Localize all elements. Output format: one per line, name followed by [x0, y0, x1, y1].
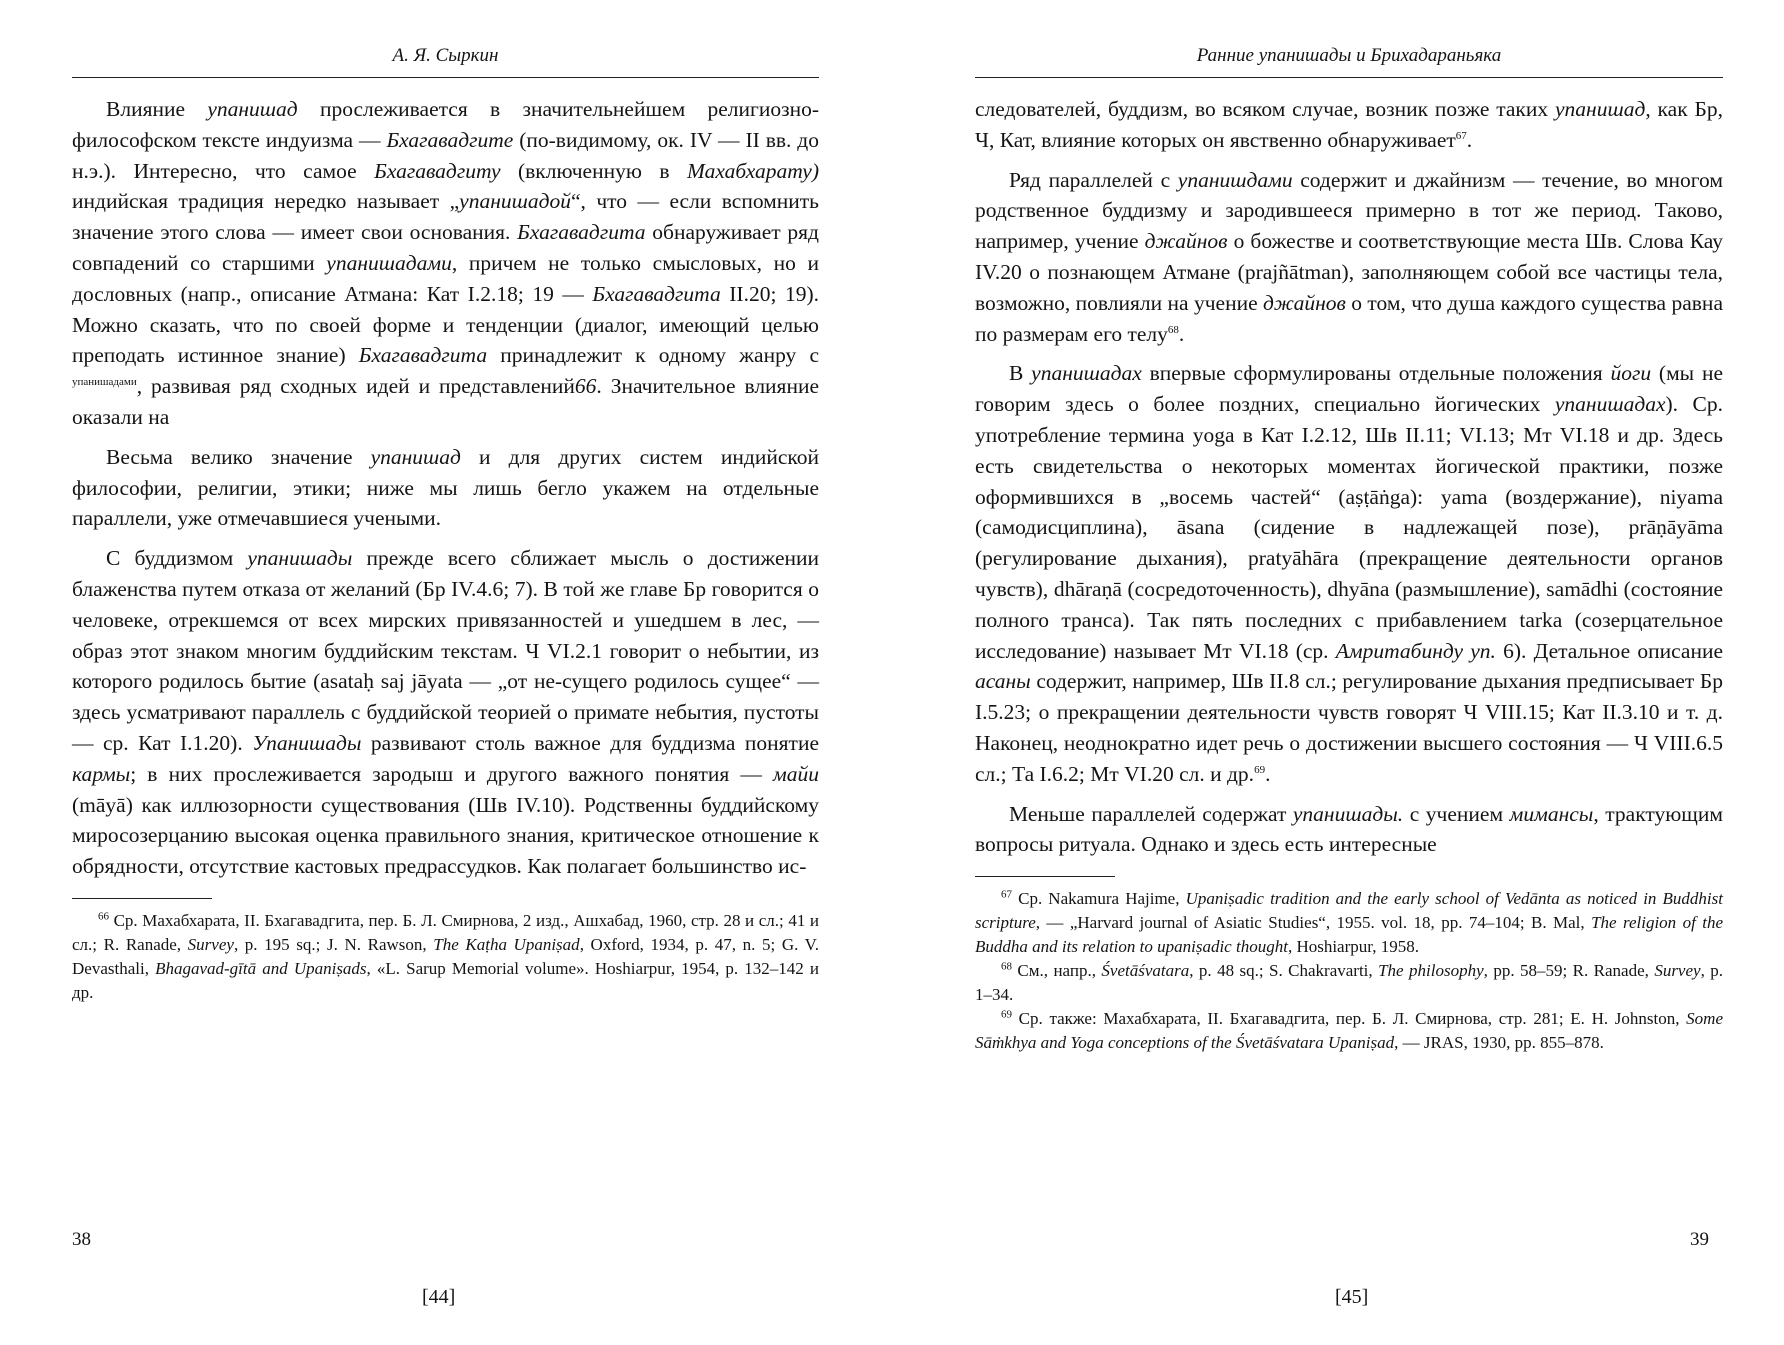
paragraph: В упанишадах впервые сформулированы отдельные положения йоги (мы не говорим здесь о более поздних, специально йогических упанишадах). Ср. употребление термина yoga в Кат I.2.12, Шв II.11; VI.13; Мт VI.18 и др. Здесь есть свидетельства о некоторых моментах йогической практики, позже оформившихся в „восемь частей“ (aṣṭāṅga): yama (воздержание), niyama (самодисциплина), āsana (сидение в надлежащей позе), prāṇāyāma (регулирование дыхания), pratyāhāra (прекращение деятельности органов чувств), dhāraṇā (сосредоточенность), dhyāna (размышление), samādhi (состояние полного транса). Так пять последних с прибавлением tarka (созерцательное исследование) называет Мт VI.18 (ср. Амритабинду уп. 6). Детальное описание асаны содержит, например, Шв II.8 сл.; регулирование дыхания предписывает Бр I.5.23; о прекращении деятельности чувств говорят Ч VIII.15; Кат II.3.10 и т. д. Наконец, неоднократно идет речь о достижении высшего состояния — Ч VIII.6.5 сл.; Та I.6.2; Мт VI.20 сл. и др.$^{69}$. — [975, 361, 1724, 786]
paragraph: следователей, буддизм, во всяком случае, возник позже таких упанишад, как Бр, Ч, Кат, влияние которых он явственно обнаруживает$^{67}$. — [975, 97, 1723, 152]
paragraph: Весьма велико значение упанишад и для других систем индийской философии, религии, этики; ниже мы лишь бегло укажем на отдельные параллели, уже отмечавшиеся учеными. — [72, 444, 820, 531]
page-number-left: 38 — [72, 1229, 91, 1250]
running-head-left: А. Я. Сыркин — [72, 35, 819, 78]
paragraph: Влияние упанишад прослеживается в значительнейшем религиозно-философском тексте индуизма — Бхагавадгите (по-видимому, ок. IV — II вв. до н.э.). Интересно, что самое Бхагавадгиту (включенную в Махабхарату) индийская традиция нередко называет „упанишадой“, что — если вспомнить значение этого слова — имеет свои основания. Бхагавадгита обнаруживает ряд совпадений со старшими упанишадами, причем не только смысловых, но и дословных (напр., описание Атмана: Кат I.2.18; 19 — Бхагавадгита II.20; 19). Можно сказать, что по своей форме и тенденции (диалог, имеющий целью преподать истинное знание) Бхагавадгита принадлежит к одному жанру с $^{упанишадами}$, развивая ряд сходных идей и представлений66. Значительное влияние оказали на — [72, 97, 820, 429]
running-head-right: Ранние упанишады и Брихадараньяка — [975, 35, 1723, 78]
body-text-left — [72, 94, 819, 882]
footnotes-left — [72, 909, 819, 1005]
footnote: $^{67}$ Ср. Nakamura Hajime, Upaniṣadic tradition and the early school of Vedānta as noticed in Buddhist scripture, — „Harvard journal of Asiatic Studies“, 1955. vol. 18, pp. 74–104; B. Mal, The religion of the Buddha and its relation to upaniṣadic thought, Hoshiarpur, 1958. — [975, 888, 1723, 957]
footnote-ref[interactable]: 67 — [1455, 129, 1467, 142]
footnote: $^{69}$ Ср. также: Махабхарата, II. Бхагавадгита, пер. Б. Л. Смирнова, стр. 281; E. H. Johnston, Some Sāṁkhya and Yoga conceptions of the Śvetāśvatara Upaniṣad, — JRAS, 1930, pp. 855–878. — [975, 1008, 1723, 1053]
footnote-ref[interactable]: упанишадами — [72, 376, 137, 389]
right-page — [975, 0, 1723, 1055]
page-number-right: 39 — [1690, 1229, 1709, 1250]
scan-number-right: [45] — [1335, 1286, 1369, 1308]
scan-number-left: [44] — [422, 1286, 456, 1308]
footnotes-right — [975, 887, 1723, 1055]
footnote-ref[interactable]: 68 — [1167, 323, 1179, 336]
left-page — [72, 0, 819, 1005]
footnote-divider — [72, 898, 212, 899]
footnote: $^{68}$ См., напр., Śvetāśvatara, p. 48 sq.; S. Chakravarti, The philosophy, pp. 58–59; R. Ranade, Survey, p. 1–34. — [975, 960, 1724, 1005]
paragraph: С буддизмом упанишады прежде всего сближает мысль о достижении блаженства путем отказа от желаний (Бр IV.4.6; 7). В той же главе Бр говорится о человеке, отрекшемся от всех мирских привязанностей и ушедшем в лес, — образ этот знаком многим буддийским текстам. Ч VI.2.1 говорит о небытии, из которого родилось бытие (asataḥ saj jāyata — „от не-сущего родилось сущее“ — здесь усматривают параллель с буддийской теорией о примате небытия, пустоты — ср. Кат I.1.20). Упанишады развивают столь важное для буддизма понятие кармы; в них прослеживается зародыш и другого важного понятия — майи (māyā) как иллюзорности существования (Шв IV.10). Родственны буддийскому миросозерцанию высокая оценка правильного знания, критическое отношение к обрядности, отсутствие кастовых предрассудков. Как полагает большинство ис- — [72, 546, 819, 879]
paragraph: Ряд параллелей с упанишдами содержит и джайнизм — течение, во многом родственное буддизму и зародившееся примерно в тот же период. Таково, например, учение джайнов о божестве и соответствующие места Шв. Слова Кау IV.20 о познающем Атмане (prajñātman), заполняющем собой все частицы тела, возможно, повлияли на учение джайнов о том, что душа каждого существа равна по размерам его телу$^{68}$. — [975, 167, 1723, 346]
footnote: $^{66}$ Ср. Махабхарата, II. Бхагавадгита, пер. Б. Л. Смирнова, 2 изд., Ашхабад, 1960, стр. 28 и сл.; 41 и сл.; R. Ranade, Survey, p. 195 sq.; J. N. Rawson, The Kaṭha Upaniṣad, Oxford, 1934, p. 47, n. 5; G. V. Devasthali, Bhagavad-gītā and Upaniṣads, «L. Sarup Memorial volume». Hoshiarpur, 1954, p. 132–142 и др. — [72, 910, 819, 1002]
paragraph: Меньше параллелей содержат упанишады. с учением мимансы, трактующим вопросы ритуала. Однако и здесь есть интересные — [975, 801, 1723, 857]
footnote-ref[interactable]: 69 — [1254, 763, 1266, 776]
footnote-divider — [975, 876, 1115, 877]
body-text-right — [975, 94, 1723, 860]
